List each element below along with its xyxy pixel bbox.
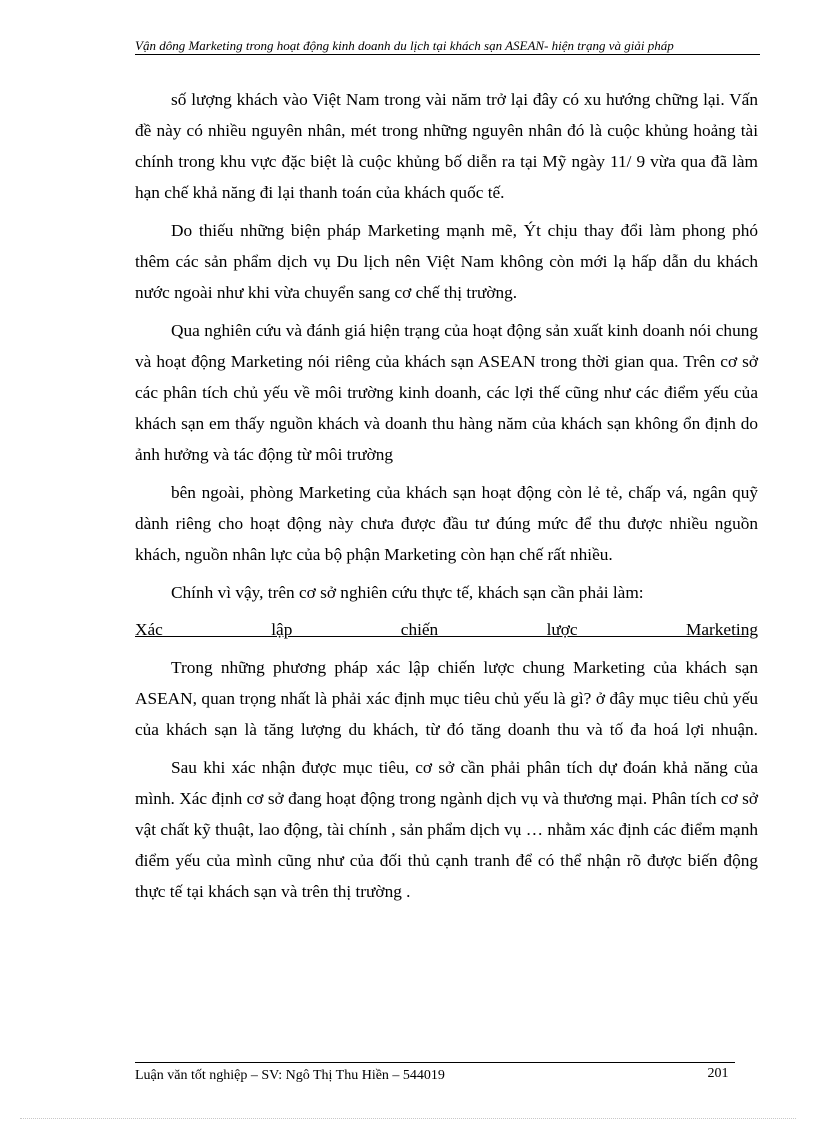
- paragraph-2: Do thiếu những biện pháp Marketing mạnh mẽ, Ýt chịu thay đổi làm phong phó thêm các sản phẩm dịch vụ Du lịch nên Việt Nam không còn mới lạ hấp dẫn du khách nước ngoài như khi vừa chuyển sang cơ chế thị trường.: [135, 221, 758, 302]
- paragraph-6: Trong những phương pháp xác lập chiến lược chung Marketing của khách sạn ASEAN, quan trọng nhất là phải xác định mục tiêu chủ yếu là gì? ở đây mục tiêu chủ yếu của khách sạn là tăng lượng du khách, từ đó tăng doanh thu và tố đa hoá lợi nhuận.: [135, 658, 758, 739]
- paragraph-5: Chính vì vậy, trên cơ sở nghiên cứu thực tế, khách sạn cần phải làm:: [171, 583, 644, 602]
- footer-divider: [135, 1062, 735, 1063]
- running-header: Vận dông Marketing trong hoạt động kinh doanh du lịch tại khách sạn ASEAN- hiện trạng và giải pháp: [135, 38, 760, 55]
- paragraph-3: Qua nghiên cứu và đánh giá hiện trạng của hoạt động sản xuất kinh doanh nói chung và hoạt động Marketing nói riêng của khách sạn ASEAN trong thời gian qua. Trên cơ sở các phân tích chủ yếu về môi trường kinh doanh, các lợi thế cũng như các điểm yếu của khách sạn em thấy nguồn khách và doanh thu hàng năm của khách sạn không ổn định do ảnh hưởng và tác động từ môi trường: [135, 321, 758, 464]
- paragraph-4: bên ngoài, phòng Marketing của khách sạn hoạt động còn lẻ tẻ, chấp vá, ngân quỹ dành riêng cho hoạt động này chưa được đầu tư đúng mức để thu được nhiều nguồn khách, nguồn nhân lực của bộ phận Marketing còn hạn chế rất nhiều.: [135, 483, 758, 564]
- footer-text: Luận văn tốt nghiệp – SV: Ngô Thị Thu Hiền – 544019: [135, 1068, 445, 1083]
- page-number: 201: [707, 1066, 729, 1081]
- paragraph-1: số lượng khách vào Việt Nam trong vài năm trở lại đây có xu hướng chững lại. Vấn đề này có nhiều nguyên nhân, mét trong những nguyên nhân đó là cuộc khủng hoảng tài chính trong khu vực đặc biệt là cuộc khủng bố diễn ra tại Mỹ ngày 11/ 9 vừa qua đã làm hạn chế khả năng đi lại thanh toán của khách quốc tế.: [135, 90, 758, 202]
- section-heading: Xác lập chiến lược Marketing: [135, 620, 758, 639]
- page-bottom-border: [20, 1118, 796, 1119]
- paragraph-7: Sau khi xác nhận được mục tiêu, cơ sở cần phải phân tích dự đoán khả năng của mình. Xác định cơ sở đang hoạt động trong ngành dịch vụ và thương mại. Phân tích cơ sở vật chất kỹ thuật, lao động, tài chính , sản phẩm dịch vụ … nhằm xác định các điểm mạnh điểm yếu của mình cũng như của đối thủ cạnh tranh để có thể nhận rõ được biến động thực tế tại khách sạn và trên thị trường .: [135, 758, 758, 901]
- document-body: [135, 84, 758, 907]
